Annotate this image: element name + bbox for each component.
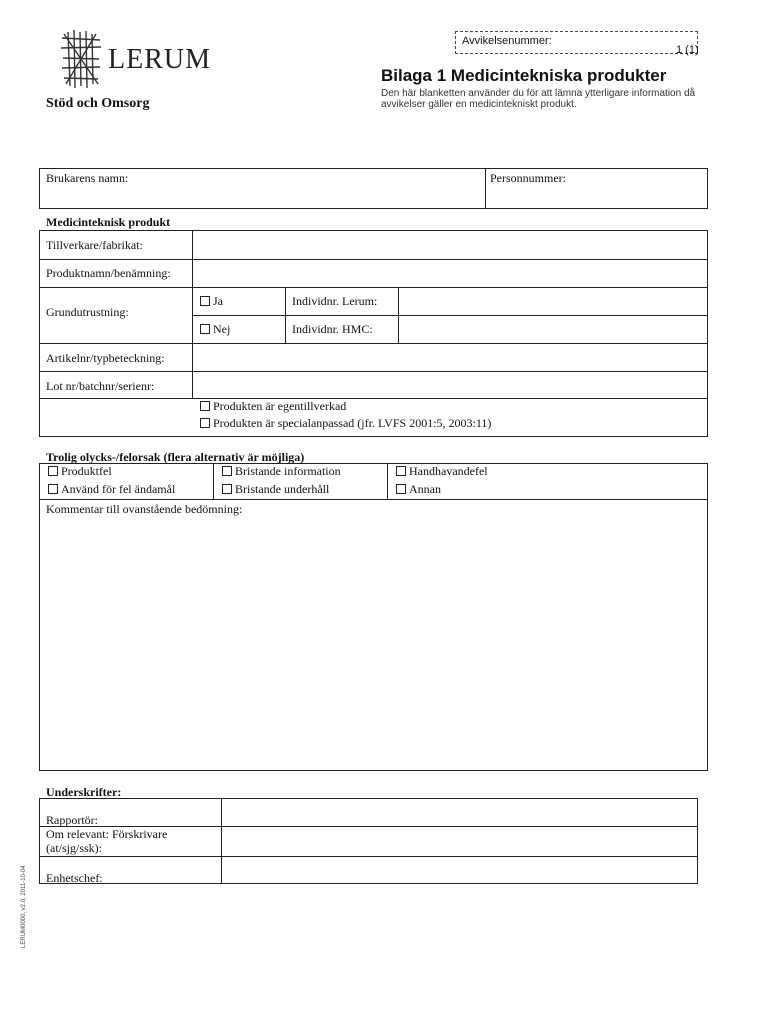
cause-product-defect-checkbox[interactable]: [48, 464, 112, 479]
divider: [485, 168, 486, 209]
comment-textarea[interactable]: [44, 518, 702, 766]
cause-option-label: Använd för fel ändamål: [61, 482, 176, 496]
cause-other-checkbox[interactable]: [396, 482, 441, 497]
page-number: 1 (1): [676, 44, 699, 56]
checkbox-icon: [396, 484, 406, 494]
form-code: LERUM0000, v2.0, 2011-10-04: [21, 865, 27, 948]
cause-option-label: Bristande information: [235, 464, 341, 478]
individ-lerum-label: Individnr. Lerum:: [292, 294, 378, 308]
checkbox-icon: [48, 466, 58, 476]
article-number-field[interactable]: [196, 346, 704, 368]
document-title: Bilaga 1 Medicintekniska produkter: [381, 66, 667, 85]
cause-option-label: Handhavandefel: [409, 464, 488, 478]
cause-option-label: Annan: [409, 482, 441, 496]
cause-option-label: Bristande underhåll: [235, 482, 330, 496]
checkbox-icon: [200, 296, 210, 306]
cause-handling-error-checkbox[interactable]: [396, 464, 488, 479]
product-name-field[interactable]: [196, 262, 704, 284]
signatures-section-title: Underskrifter:: [46, 785, 122, 799]
individ-lerum-field[interactable]: [402, 290, 704, 312]
personal-number-field[interactable]: [490, 186, 704, 206]
lot-number-label: Lot nr/batchnr/serienr:: [46, 379, 155, 393]
no-label: Nej: [213, 322, 231, 336]
logo-text: LERUM: [108, 44, 211, 75]
comment-label: Kommentar till ovanstående bedömning:: [46, 502, 243, 516]
checkbox-icon: [222, 484, 232, 494]
lot-number-field[interactable]: [196, 374, 704, 395]
reporter-signature-field[interactable]: [225, 801, 694, 823]
product-name-label: Produktnamn/benämning:: [46, 266, 171, 280]
checkbox-icon: [48, 484, 58, 494]
department-name: Stöd och Omsorg: [46, 96, 150, 111]
checkbox-icon: [396, 466, 406, 476]
personal-number-label: Personnummer:: [490, 171, 566, 185]
prescriber-sub-label: (at/sjg/ssk):: [46, 841, 102, 855]
deviation-number-field[interactable]: [455, 31, 698, 54]
prescriber-signature-field[interactable]: [225, 829, 694, 853]
cause-wrong-purpose-checkbox[interactable]: [48, 482, 175, 497]
checkbox-icon: [200, 324, 210, 334]
custom-made-label: Produkten är specialanpassad (jfr. LVFS 2001:5, 2003:11): [213, 416, 492, 430]
reporter-label: Rapportör:: [46, 813, 98, 827]
manufacturer-field[interactable]: [196, 233, 704, 256]
individ-hmc-label: Individnr. HMC:: [292, 322, 373, 336]
manufacturer-label: Tillverkare/fabrikat:: [46, 238, 143, 252]
base-equipment-yes-checkbox[interactable]: [200, 294, 223, 309]
unit-manager-signature-field[interactable]: [225, 859, 694, 881]
prescriber-label: Om relevant: Förskrivare: [46, 827, 168, 841]
document-description: Den här blanketten använder du för att lämna ytterligare information då avvikelser gäller en medicintekniskt produkt.: [381, 88, 696, 110]
base-equipment-no-checkbox[interactable]: [200, 322, 230, 337]
patient-name-label: Brukarens namn:: [46, 171, 129, 185]
base-equipment-label: Grundutrustning:: [46, 305, 129, 319]
unit-manager-label: Enhetschef:: [46, 871, 103, 885]
self-manufactured-checkbox[interactable]: [200, 399, 346, 414]
checkbox-icon: [200, 418, 210, 428]
custom-made-checkbox[interactable]: [200, 416, 491, 431]
checkbox-icon: [222, 466, 232, 476]
device-section-title: Medicinteknisk produkt: [46, 215, 171, 229]
yes-label: Ja: [213, 294, 223, 308]
deviation-number-label: Avvikelsenummer:: [462, 35, 552, 47]
self-manufactured-label: Produkten är egentillverkad: [213, 399, 347, 413]
cause-insufficient-info-checkbox[interactable]: [222, 464, 341, 479]
article-number-label: Artikelnr/typbeteckning:: [46, 351, 165, 365]
individ-hmc-field[interactable]: [402, 318, 704, 340]
checkbox-icon: [200, 401, 210, 411]
cause-option-label: Produktfel: [61, 464, 112, 478]
patient-name-field[interactable]: [46, 186, 480, 206]
cause-section-title: Trolig olycks-/felorsak (flera alternativ är möjliga): [46, 450, 305, 464]
cause-insufficient-maintenance-checkbox[interactable]: [222, 482, 329, 497]
lerum-logo-icon: [60, 28, 102, 90]
